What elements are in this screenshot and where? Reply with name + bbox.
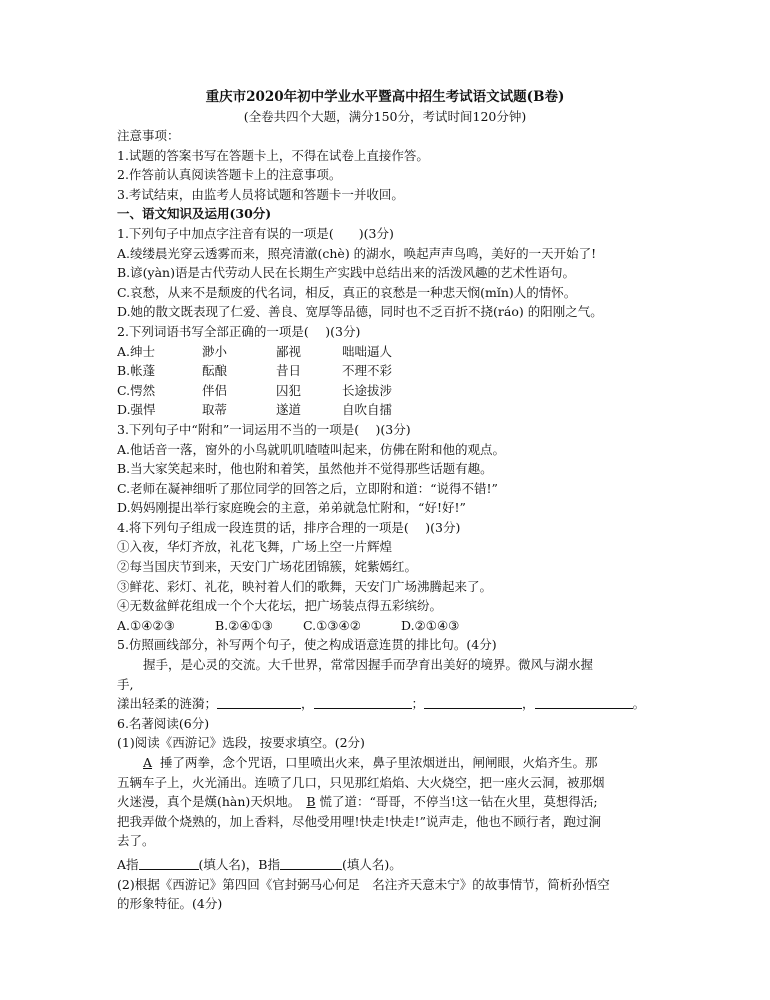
question-option: C.哀愁，从来不是颓废的代名词，相反，真正的哀愁是一种悲天悯(mǐn)人的情怀。 bbox=[117, 284, 577, 300]
page-title: 重庆市2020年初中学业水平暨高中招生考试语文试题(B卷) bbox=[205, 89, 565, 105]
question-stem: 5.仿照画线部分，补写两个句子，使之构成语意连贯的排比句。(4分) bbox=[117, 637, 497, 653]
mark-a: A bbox=[143, 755, 153, 770]
passage-text: 慌了道：“哥哥，不停当!这一钻在火里，莫想得活; bbox=[319, 794, 598, 810]
passage-line bbox=[117, 792, 657, 812]
word-cell: D.强悍 bbox=[117, 402, 156, 418]
word-cell: A.绅士 bbox=[117, 343, 156, 359]
sub-question: (2)根据《西游记》第四回《官封弼马心何足 名注齐天意未宁》的故事情节，简析孙悟空 bbox=[117, 876, 610, 892]
word-row bbox=[117, 381, 657, 401]
sub-question: (1)阅读《西游记》选段，按要求填空。(2分) bbox=[117, 735, 365, 751]
choice: B.②④①③ bbox=[215, 617, 273, 633]
word-row bbox=[117, 361, 657, 381]
answer-blank[interactable] bbox=[139, 857, 199, 870]
question-stem: 3.下列句子中“附和”一词运用不当的一项是( )(3分) bbox=[117, 421, 411, 437]
word-cell: 取蒂 bbox=[202, 402, 228, 418]
word-row bbox=[117, 400, 657, 420]
fill-blank-row bbox=[117, 694, 657, 714]
section-heading: 一、语文知识及运用(30分) bbox=[117, 206, 272, 222]
fill-blank-row bbox=[117, 855, 657, 875]
sentence-item: ①入夜，华灯齐放，礼花飞舞，广场上空一片辉煌 bbox=[117, 539, 393, 555]
fill-label: A指 bbox=[117, 856, 139, 872]
question-stem: 4.将下列句子组成一段连贯的话，排序合理的一项是( )(3分) bbox=[117, 519, 461, 535]
word-cell: 鄙视 bbox=[276, 343, 302, 359]
word-cell: 不理不彩 bbox=[342, 363, 393, 379]
question-stem: 6.名著阅读(6分) bbox=[117, 715, 210, 731]
question-option: A.他话音一落，窗外的小鸟就叽叽喳喳叫起来，仿佛在附和他的观点。 bbox=[117, 441, 506, 457]
notice-item: 2.作答前认真阅读答题卡上的注意事项。 bbox=[117, 167, 342, 183]
word-cell: 长途拔涉 bbox=[342, 382, 393, 398]
answer-blank[interactable] bbox=[424, 696, 522, 709]
fill-label: (填人名)，B指 bbox=[198, 856, 280, 872]
answer-blank[interactable] bbox=[314, 696, 412, 709]
punctuation: ； bbox=[411, 696, 425, 712]
question-option: D.妈妈刚提出举行家庭晚会的主意，弟弟就急忙附和，“好!好!” bbox=[117, 500, 466, 516]
word-cell: 伴侣 bbox=[202, 382, 228, 398]
word-cell: C.愕然 bbox=[117, 382, 156, 398]
page-subtitle: (全卷共四个大题，满分150分，考试时间120分钟) bbox=[243, 109, 527, 124]
passage-line: 握手，是心灵的交流。大千世界，常常因握手而孕育出美好的境界。微风与湖水握 bbox=[143, 657, 594, 673]
choice: D.②①④③ bbox=[401, 617, 460, 633]
question-stem: 2.下列词语书写全部正确的一项是( )(3分) bbox=[117, 323, 361, 339]
answer-blank[interactable] bbox=[280, 857, 342, 870]
fill-label: (填人名)。 bbox=[341, 856, 402, 872]
passage-line: 手, bbox=[117, 676, 134, 692]
word-cell: 酝酿 bbox=[202, 363, 228, 379]
word-cell: 咄咄逼人 bbox=[342, 343, 393, 359]
notice-item: 3.考试结束，由监考人员将试题和答题卡一并收回。 bbox=[117, 186, 404, 202]
question-option: D.她的散文既表现了仁爱、善良、宽厚等品德，同时也不乏百折不挠(ráo) 的阳刚之气。 bbox=[117, 304, 603, 320]
word-cell: B.帐蓬 bbox=[117, 363, 156, 379]
answer-blank[interactable] bbox=[535, 696, 633, 709]
sub-question: 的形象特征。(4分) bbox=[117, 896, 223, 912]
word-row bbox=[117, 342, 657, 362]
word-cell: 自吹自擂 bbox=[342, 402, 393, 418]
passage-text: 漾出轻柔的涟漪； bbox=[117, 696, 218, 712]
question-stem: 1.下列句子中加点字注音有误的一项是( )(3分) bbox=[117, 225, 394, 241]
passage-text: 捶了两拳，念个咒语，口里喷出火来，鼻子里浓烟迸出，闸闸眼，火焰齐生。那 bbox=[160, 755, 598, 770]
question-option: A.绫缕晨光穿云透雾而来，照亮清澈(chè) 的湖水，唤起声声鸟鸣，美好的一天开始了! bbox=[117, 245, 597, 261]
sentence-item: ③鲜花、彩灯、礼花，映衬着人们的歌舞，天安门广场沸腾起来了。 bbox=[117, 578, 493, 594]
word-cell: 囚犯 bbox=[276, 382, 302, 398]
choice-row bbox=[117, 616, 657, 636]
passage-line: 去了。 bbox=[117, 833, 155, 849]
choice: C.①③④② bbox=[303, 617, 361, 633]
choice: A.①④②③ bbox=[117, 617, 175, 633]
question-option: C.老师在凝神细听了那位同学的回答之后，立即附和道：“说得不错!” bbox=[117, 480, 498, 496]
mark-b: B bbox=[306, 794, 316, 810]
question-option: B.当大家笑起来时，他也附和着笑，虽然他并不觉得那些话题有趣。 bbox=[117, 461, 493, 477]
word-cell: 遂道 bbox=[276, 402, 302, 418]
passage-line bbox=[117, 753, 657, 773]
notice-header: 注意事项： bbox=[117, 128, 180, 143]
punctuation: ， bbox=[301, 696, 314, 712]
exam-body bbox=[117, 126, 657, 914]
word-cell: 渺小 bbox=[202, 343, 228, 359]
passage-text: 火迷漫，真个是熯(hàn)天炽地。 bbox=[117, 794, 301, 810]
sentence-item: ②每当国庆节到来，天安门广场花团锦簇，姹紫嫣红。 bbox=[117, 559, 418, 575]
punctuation: 。 bbox=[632, 696, 646, 712]
passage-line: 五辆车子上，火光涌出。连喷了几口，只见那红焰焰、大火烧空，把一座火云洞，被那烟 bbox=[117, 774, 605, 790]
question-option: B.谚(yàn)语是古代劳动人民在长期生产实践中总结出来的活泼风趣的艺术性语句。 bbox=[117, 265, 575, 281]
answer-blank[interactable] bbox=[217, 696, 301, 709]
punctuation: ， bbox=[522, 696, 535, 712]
notice-item: 1.试题的答案书写在答题卡上，不得在试卷上直接作答。 bbox=[117, 147, 429, 163]
word-cell: 昔日 bbox=[276, 363, 302, 379]
sentence-item: ④无数盆鲜花组成一个个大花坛，把广场装点得五彩缤纷。 bbox=[117, 598, 443, 614]
passage-line: 把我弄做个烧熟的，加上香料，尽他受用哩!快走!快走!”说声走，他也不顾行者，跑过涧 bbox=[117, 813, 601, 829]
